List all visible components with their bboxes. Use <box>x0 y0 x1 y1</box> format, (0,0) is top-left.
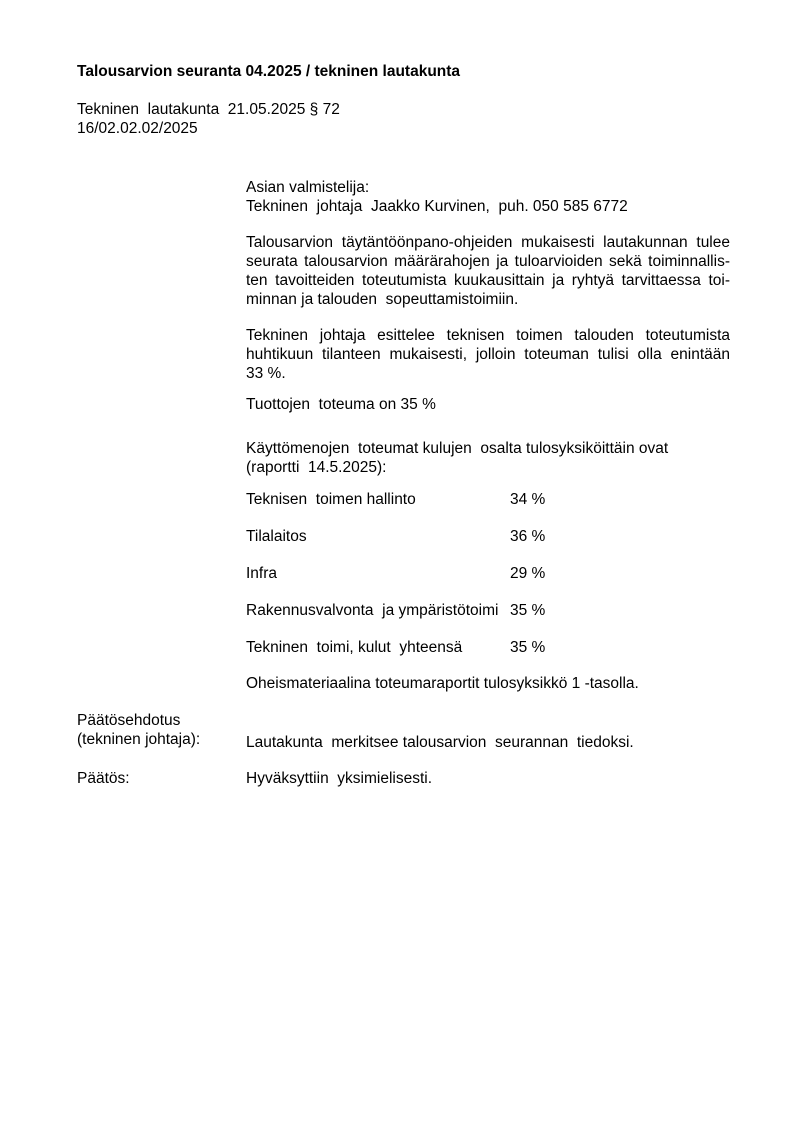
document-meta <box>77 100 340 138</box>
unit-label: Infra <box>246 565 278 582</box>
table-row <box>246 490 545 509</box>
proposal-text: Lautakunta merkitsee talousarvion seurannan tiedoksi. <box>246 734 634 751</box>
expenses-intro <box>246 439 730 477</box>
table-row <box>246 601 545 620</box>
table-row <box>246 564 545 583</box>
paragraph-line: minnan ja talouden sopeuttamistoimiin. <box>246 291 519 308</box>
expenses-intro-line: Käyttömenojen toteumat kulujen osalta tulosyksiköittäin ovat <box>246 440 669 457</box>
preparer-block <box>246 178 730 216</box>
case-number: 16/02.02.02/2025 <box>77 120 198 137</box>
unit-label: Tilalaitos <box>246 528 307 545</box>
table-row <box>246 527 545 546</box>
revenue-actual-line: Tuottojen toteuma on 35 % <box>246 396 436 413</box>
paragraph-line: Talousarvion täytäntöönpano-ohjeiden mukaisesti lautakunnan tulee <box>246 234 730 251</box>
paragraph-line: seurata talousarvion määrärahojen ja tuloarvioiden sekä toiminnallis- <box>246 253 730 270</box>
table-row <box>246 638 545 657</box>
committee-line: Tekninen lautakunta 21.05.2025 § 72 <box>77 101 340 118</box>
unit-actuals-table <box>246 490 545 675</box>
proposal-label-line: (tekninen johtaja): <box>77 731 201 748</box>
paragraph-line: 33 %. <box>246 365 286 382</box>
unit-value: 34 % <box>510 491 546 508</box>
unit-value: 35 % <box>510 639 546 656</box>
preparer-line: Tekninen johtaja Jaakko Kurvinen, puh. 050 585 6772 <box>246 198 628 215</box>
paragraph-april-status <box>246 326 730 383</box>
decision-label: Päätös: <box>77 770 130 787</box>
attachment-note: Oheismateriaalina toteumaraportit tulosyksikkö 1 -tasolla. <box>246 675 639 692</box>
paragraph-budget-instructions <box>246 233 730 309</box>
unit-value: 35 % <box>510 602 546 619</box>
document-title: Talousarvion seuranta 04.2025 / tekninen lautakunta <box>77 63 461 80</box>
unit-value: 36 % <box>510 528 546 545</box>
proposal-label <box>77 711 200 749</box>
unit-value: 29 % <box>510 565 546 582</box>
paragraph-line: ten tavoitteiden toteutumista kuukausittain ja ryhtyä tarvittaessa toi- <box>246 272 730 289</box>
paragraph-line: Tekninen johtaja esittelee teknisen toimen talouden toteutumista <box>246 327 730 344</box>
preparer-label: Asian valmistelija: <box>246 179 370 196</box>
expenses-intro-line: (raportti 14.5.2025): <box>246 459 387 476</box>
paragraph-line: huhtikuun tilanteen mukaisesti, jolloin toteuman tulisi olla enintään <box>246 346 730 363</box>
unit-label: Tekninen toimi, kulut yhteensä <box>246 639 463 656</box>
decision-text: Hyväksyttiin yksimielisesti. <box>246 770 433 787</box>
unit-label: Teknisen toimen hallinto <box>246 491 416 508</box>
proposal-label-line: Päätösehdotus <box>77 712 181 729</box>
unit-label: Rakennusvalvonta ja ympäristötoimi <box>246 602 499 619</box>
